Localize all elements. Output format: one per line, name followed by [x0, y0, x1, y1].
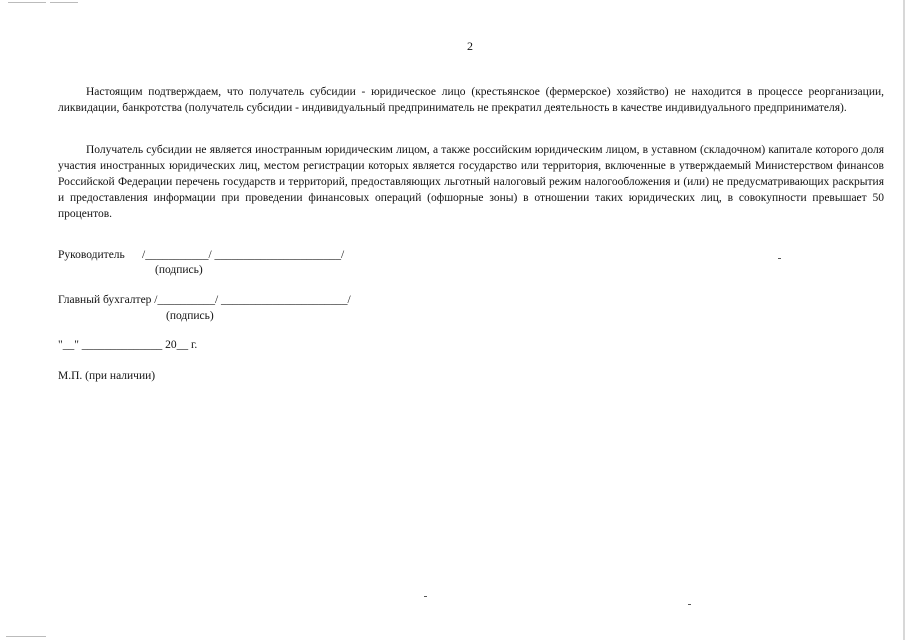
director-signature-line: Руководитель /___________/ ______________________/: [58, 249, 345, 261]
stamp-placeholder: М.П. (при наличии): [58, 370, 156, 382]
page-number: 2: [467, 39, 473, 53]
scan-corner-mark: [50, 2, 78, 3]
scan-speck: [424, 596, 427, 597]
scan-speck: [778, 258, 781, 259]
scan-corner-mark: [6, 636, 46, 637]
scan-speck: [688, 604, 691, 605]
confirmation-paragraph: Настоящим подтверждаем, что получатель субсидии - юридическое лицо (крестьянское (фермерское) хозяйство) не находится в процессе реорганизации, ликвидации, банкротства (получатель субсидии - индивидуальный предприниматель не прекратил деятельность в качестве индивидуального предпринимателя).: [58, 86, 884, 114]
director-signature-caption: (подпись): [155, 264, 203, 276]
chief-accountant-signature-caption: (подпись): [166, 310, 214, 322]
chief-accountant-signature-line: Главный бухгалтер /__________/ ______________________/: [58, 294, 351, 306]
date-line: "__" ______________ 20__ г.: [58, 339, 198, 351]
scan-corner-mark: [8, 2, 46, 3]
foreign-entity-paragraph: Получатель субсидии не является иностранным юридическим лицом, а также российским юридическим лицом, в уставном (складочном) капитале которого доля участия иностранных юридических лиц, местом регистрации которых является государство или территория, включенные в утверждаемый Министерством финансов Российской Федерации перечень государств и территорий, предоставляющих льготный налоговый режим налогообложения и (или) не предусматривающих раскрытия и предоставления информации при проведении финансовых операций (офшорные зоны) в отношении таких юридических лиц, в совокупности превышает 50 процентов.: [58, 144, 884, 220]
